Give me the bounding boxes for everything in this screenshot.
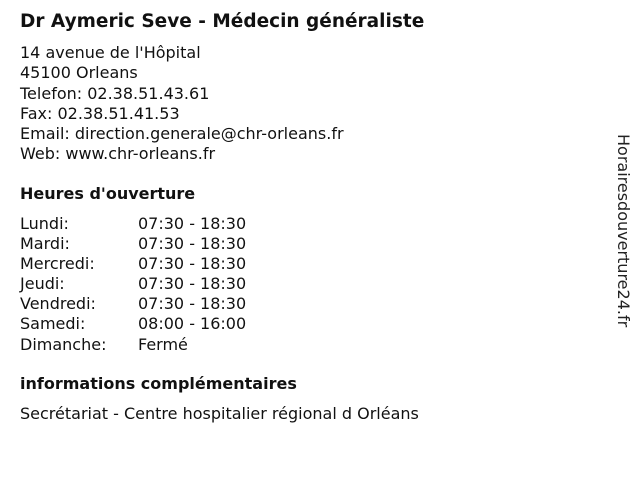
website-url: Web: www.chr-orleans.fr [20, 144, 216, 164]
time-range: 07:30 - 18:30 [138, 254, 247, 274]
contact-block [20, 43, 344, 165]
address-street: 14 avenue de l'Hôpital [20, 43, 201, 62]
hours-row-sunday [20, 335, 246, 355]
site-watermark: Horairesdouverture24.fr [614, 134, 633, 328]
day-label: Mardi: [20, 234, 70, 254]
phone-number: Telefon: 02.38.51.43.61 [20, 83, 210, 103]
hours-row-wednesday [20, 254, 246, 274]
additional-info-heading: informations complémentaires [20, 374, 297, 393]
opening-hours-list [20, 214, 246, 355]
additional-info-text: Secrétariat - Centre hospitalier régional d Orléans [20, 404, 419, 423]
address-city: 45100 Orleans [20, 63, 138, 83]
time-range: 08:00 - 16:00 [138, 314, 247, 334]
day-label: Vendredi: [20, 294, 96, 314]
time-range: 07:30 - 18:30 [138, 294, 247, 314]
page-title: Dr Aymeric Seve - Médecin généraliste [20, 11, 425, 32]
hours-row-thursday [20, 274, 246, 294]
day-label: Lundi: [20, 214, 69, 233]
hours-row-monday [20, 214, 246, 234]
time-range: 07:30 - 18:30 [138, 274, 247, 294]
hours-row-friday [20, 294, 246, 314]
time-range: Fermé [138, 334, 188, 354]
day-label: Jeudi: [20, 274, 65, 294]
day-label: Samedi: [20, 314, 86, 334]
hours-row-saturday [20, 314, 246, 334]
fax-number: Fax: 02.38.51.41.53 [20, 103, 180, 123]
opening-hours-heading: Heures d'ouverture [20, 184, 196, 203]
time-range: 07:30 - 18:30 [138, 214, 247, 233]
day-label: Mercredi: [20, 254, 95, 274]
time-range: 07:30 - 18:30 [138, 234, 247, 254]
email-address: Email: direction.generale@chr-orleans.fr [20, 124, 344, 144]
day-label: Dimanche: [20, 334, 107, 354]
hours-row-tuesday [20, 234, 246, 254]
